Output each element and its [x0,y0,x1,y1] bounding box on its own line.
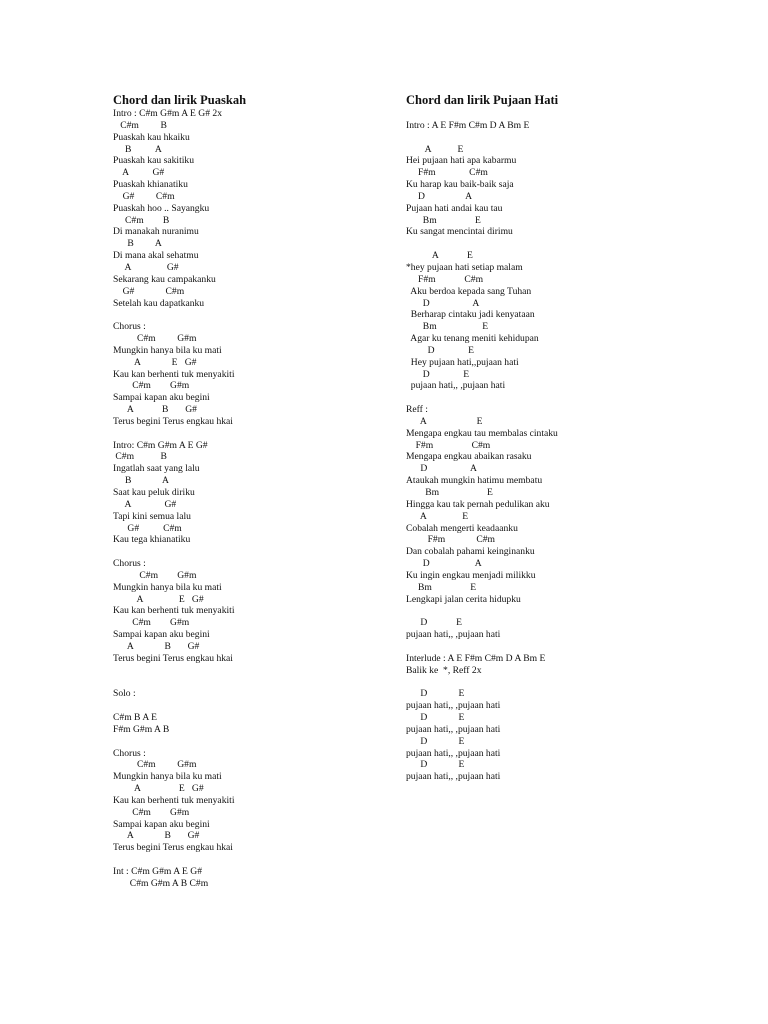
lyric-line: Saat kau peluk diriku [113,487,195,498]
lyric-line: A E G# [113,783,204,795]
lyric-line: Bm E [406,321,489,333]
lyric-line: D A [406,190,473,202]
lyric-line: Di manakah nuranimu [113,226,199,238]
lyric-line [406,132,736,144]
lyric-line: Mungkin hanya bila ku mati [113,771,222,783]
lyric-line [406,641,736,653]
lyric-line: Ku sangat mencintai dirimu [406,226,513,238]
lyric-line [406,677,736,689]
lyric-line [406,392,736,404]
lyric-line: Bm E [406,581,477,593]
lyric-line: Kau tega khianatiku [113,534,191,546]
lyric-line: Berharap cintaku jadi kenyataan [406,309,535,321]
song-title-puaskah: Chord dan lirik Puaskah [113,93,247,107]
lyric-line: Sekarang kau campakanku [113,273,216,285]
chord-lyric-lines-puaskah [113,108,383,890]
lyric-line: D E [406,368,470,380]
lyric-line: Mungkin hanya bila ku mati [113,581,222,593]
lyric-line: C#m G#m [113,569,197,581]
lyric-line [406,238,736,250]
lyric-line: D E [406,344,474,356]
lyric-line: A G# [113,498,177,510]
lyric-line: Pujaan hati andai kau tau [406,202,503,214]
lyric-line: pujaan hati,, ,pujaan hati [406,723,501,735]
lyric-line: C#m G#m [113,333,197,345]
lyric-line: pujaan hati,, ,pujaan hati [406,700,501,712]
lyric-line: Balik ke *, Reff 2x [406,664,482,676]
lyric-line: Kau kan berhenti tuk menyakiti [113,368,235,380]
song-puaskah [113,93,383,890]
lyric-line: A E [406,510,469,522]
lyric-line: D E [406,712,465,724]
lyric-line: Terus begini Terus engkau hkai [113,652,233,664]
lyric-line: Hey pujaan hati,,pujaan hati [406,356,519,368]
lyric-line: Ku harap kau baik-baik saja [406,179,514,191]
lyric-line: Chorus : [113,747,146,759]
lyric-line: B A [113,143,162,155]
lyric-line: A E G# [113,356,197,368]
lyric-line: Intro : C#m G#m A E G# 2x [113,108,222,119]
lyric-line: Chorus : [113,321,146,333]
lyric-line: G# C#m [113,190,175,202]
lyric-line: A E G# [113,593,204,605]
lyric-line: Agar ku tenang meniti kehidupan [406,333,539,345]
lyric-line: G# C#m [113,522,182,534]
lyric-line: C#m B [113,214,170,226]
lyric-line: Hei pujaan hati apa kabarmu [406,155,517,167]
lyric-line: F#m C#m [406,439,491,451]
lyric-line: B A [113,475,169,487]
lyric-line [406,605,736,617]
lyric-line: C#m B [113,451,167,463]
lyric-line: F#m G#m A B [113,723,170,735]
lyric-line: Solo : [113,688,136,700]
lyric-line: A B G# [113,640,200,652]
lyric-line: A E [406,143,464,155]
lyric-line [406,108,736,120]
lyric-line: pujaan hati,, ,pujaan hati [406,380,506,392]
lyric-line: Lengkapi jalan cerita hidupku [406,593,521,605]
lyric-line: B A [113,238,162,250]
lyric-line: Kau kan berhenti tuk menyakiti [113,605,235,617]
lyric-line [113,700,383,712]
lyric-line: Mengapa engkau abaikan rasaku [406,451,532,463]
lyric-line: Terus begini Terus engkau hkai [113,842,233,854]
lyric-line: pujaan hati,, ,pujaan hati [406,747,501,759]
lyric-line: Bm E [406,214,481,226]
lyric-line: Intro : A E F#m C#m D A Bm E [406,119,530,131]
lyric-line: C#m B A E [113,712,157,724]
lyric-line: pujaan hati,, ,pujaan hati [406,629,501,641]
lyric-line: Cobalah mengerti keadaanku [406,522,518,534]
lyric-line: Hingga kau tak pernah pedulikan aku [406,498,550,510]
lyric-line: A G# [113,261,179,273]
lyric-line [113,546,383,558]
lyric-line: *hey pujaan hati setiap malam [406,261,523,273]
lyric-line: D E [406,617,462,629]
lyric-line: Ataukah mungkin hatimu membatu [406,475,543,487]
lyric-line: Puaskah khianatiku [113,179,188,191]
lyric-line: D E [406,688,465,700]
lyric-line: F#m C#m [406,167,488,179]
lyric-line: Setelah kau dapatkanku [113,297,205,309]
lyric-line: Sampai kapan aku begini [113,392,210,404]
lyric-line: pujaan hati,, ,pujaan hati [406,771,501,783]
lyric-line: Ingatlah saat yang lalu [113,463,200,475]
lyric-line: Puaskah hoo .. Sayangku [113,202,210,214]
lyric-line: A B G# [113,404,197,416]
lyric-line: F#m C#m [406,273,484,285]
lyric-line [113,309,383,321]
lyric-line: D A [406,297,480,309]
lyric-line: Mengapa engkau tau membalas cintaku [406,427,558,439]
lyric-line: Puaskah kau sakitiku [113,155,195,167]
lyric-line: Tapi kini semua lalu [113,510,191,522]
lyric-line: D A [406,558,482,570]
lyric-line: C#m B [113,119,167,131]
lyric-line: Puaskah kau hkaiku [113,131,190,143]
lyric-line: C#m G#m [113,617,190,629]
lyric-line: Aku berdoa kepada sang Tuhan [406,285,532,297]
lyric-line: A E [406,415,483,427]
lyric-line: Intro: C#m G#m A E G# [113,439,208,451]
lyric-line: A E [406,250,473,262]
lyric-line: Di mana akal sehatmu [113,250,199,262]
lyric-line: Interlude : A E F#m C#m D A Bm E [406,652,546,664]
lyric-line: A B G# [113,830,200,842]
lyric-line: Terus begini Terus engkau hkai [113,415,233,427]
chord-lyric-lines-pujaan-hati [406,108,736,783]
lyric-line: C#m G#m A B C#m [113,877,209,889]
lyric-line: Chorus : [113,558,146,570]
lyric-line: C#m G#m [113,806,190,818]
song-pujaan-hati [406,93,736,783]
lyric-line [113,854,383,866]
lyric-line: D A [406,463,477,475]
lyric-line [113,428,383,440]
lyric-line: Int : C#m G#m A E G# [113,866,203,877]
lyric-line: C#m G#m [113,380,190,392]
lyric-line: G# C#m [113,285,185,297]
lyric-line: Sampai kapan aku begini [113,818,210,830]
lyric-line [113,736,383,748]
song-title-pujaan-hati: Chord dan lirik Pujaan Hati [406,93,559,107]
lyric-line: C#m G#m [113,759,197,771]
lyric-line: Ku ingin engkau menjadi milikku [406,569,536,581]
lyric-line: Mungkin hanya bila ku mati [113,344,222,356]
lyric-line: F#m C#m [406,534,496,546]
lyric-line: Kau kan berhenti tuk menyakiti [113,794,235,806]
lyric-line: D E [406,759,465,771]
lyric-line: Bm E [406,487,493,498]
lyric-line [113,677,383,689]
lyric-line: Reff : [406,404,428,416]
lyric-line: A G# [113,167,165,179]
lyric-line [113,665,383,677]
lyric-line: Dan cobalah pahami keinginanku [406,546,535,558]
lyric-line: Sampai kapan aku begini [113,629,210,641]
lyric-line: D E [406,735,465,747]
